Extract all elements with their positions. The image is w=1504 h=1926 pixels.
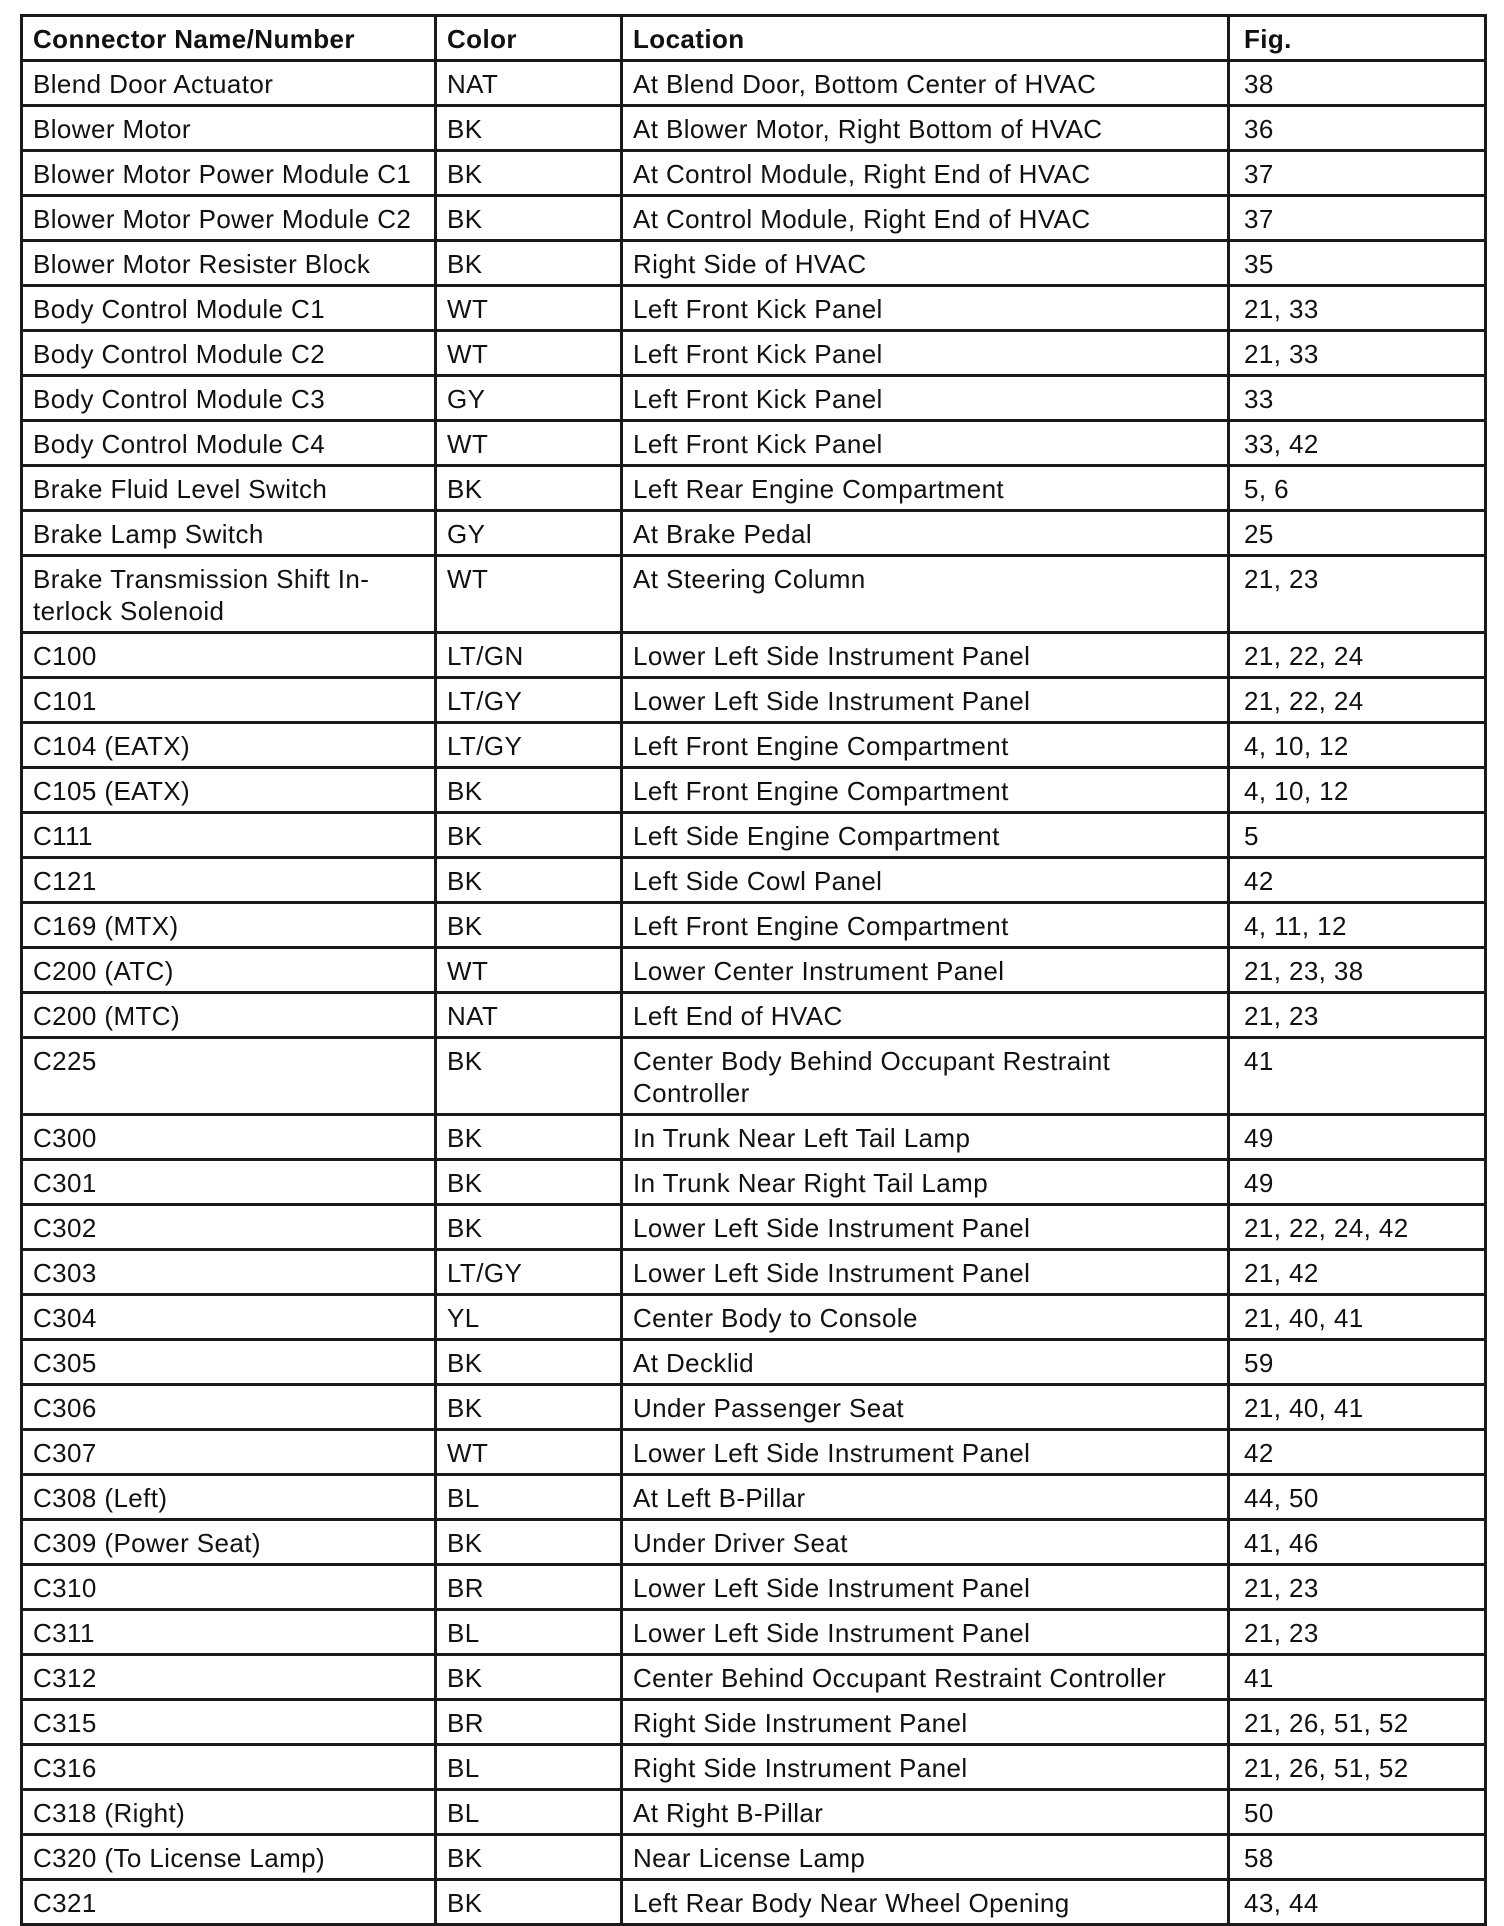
- cell-fig: 38: [1229, 61, 1486, 106]
- table-row: [22, 1475, 1486, 1520]
- table-row: [22, 1160, 1486, 1205]
- cell-color: GY: [436, 511, 622, 556]
- cell-location: Left Front Engine Compartment: [622, 903, 1229, 948]
- cell-color: BL: [436, 1610, 622, 1655]
- table-row: [22, 1115, 1486, 1160]
- table-row: [22, 1038, 1486, 1115]
- cell-fig: 25: [1229, 511, 1486, 556]
- cell-color: YL: [436, 1295, 622, 1340]
- cell-color: LT/GN: [436, 633, 622, 678]
- table-row: [22, 768, 1486, 813]
- cell-location: At Brake Pedal: [622, 511, 1229, 556]
- cell-fig: 21, 22, 24, 42: [1229, 1205, 1486, 1250]
- cell-location: At Blower Motor, Right Bottom of HVAC: [622, 106, 1229, 151]
- cell-location: At Right B-Pillar: [622, 1790, 1229, 1835]
- cell-connector-name: C200 (MTC): [22, 993, 436, 1038]
- cell-fig: 21, 23: [1229, 993, 1486, 1038]
- cell-location: Left Front Kick Panel: [622, 421, 1229, 466]
- cell-color: WT: [436, 948, 622, 993]
- cell-location: At Steering Column: [622, 556, 1229, 633]
- cell-color: BK: [436, 1655, 622, 1700]
- table-row: [22, 1430, 1486, 1475]
- table-row: [22, 678, 1486, 723]
- table-row: [22, 556, 1486, 633]
- cell-location: Near License Lamp: [622, 1835, 1229, 1880]
- cell-fig: 35: [1229, 241, 1486, 286]
- cell-connector-name: Blower Motor Power Module C2: [22, 196, 436, 241]
- cell-connector-name: C104 (EATX): [22, 723, 436, 768]
- cell-connector-name: C169 (MTX): [22, 903, 436, 948]
- cell-location: Left Front Kick Panel: [622, 286, 1229, 331]
- cell-location: Left Front Engine Compartment: [622, 768, 1229, 813]
- cell-location: Left Side Engine Compartment: [622, 813, 1229, 858]
- connector-table-sheet: [20, 14, 1484, 1926]
- cell-connector-name: Body Control Module C4: [22, 421, 436, 466]
- cell-color: BK: [436, 466, 622, 511]
- cell-fig: 21, 22, 24: [1229, 678, 1486, 723]
- cell-location: Right Side of HVAC: [622, 241, 1229, 286]
- cell-fig: 41, 46: [1229, 1520, 1486, 1565]
- cell-fig: 21, 26, 51, 52: [1229, 1700, 1486, 1745]
- table-row: [22, 813, 1486, 858]
- cell-connector-name: C303: [22, 1250, 436, 1295]
- header-fig: Fig.: [1229, 16, 1486, 61]
- table-row: [22, 511, 1486, 556]
- cell-connector-name: C312: [22, 1655, 436, 1700]
- cell-connector-name: C105 (EATX): [22, 768, 436, 813]
- cell-location: Left Rear Engine Compartment: [622, 466, 1229, 511]
- cell-fig: 4, 10, 12: [1229, 768, 1486, 813]
- cell-location: Center Behind Occupant Restraint Controller: [622, 1655, 1229, 1700]
- cell-fig: 4, 10, 12: [1229, 723, 1486, 768]
- cell-fig: 21, 33: [1229, 286, 1486, 331]
- cell-color: BR: [436, 1700, 622, 1745]
- cell-connector-name: C320 (To License Lamp): [22, 1835, 436, 1880]
- cell-fig: 21, 23: [1229, 1565, 1486, 1610]
- cell-color: BK: [436, 196, 622, 241]
- cell-location: Lower Center Instrument Panel: [622, 948, 1229, 993]
- cell-connector-name: C121: [22, 858, 436, 903]
- cell-connector-name: C318 (Right): [22, 1790, 436, 1835]
- cell-color: BL: [436, 1745, 622, 1790]
- cell-color: BK: [436, 1835, 622, 1880]
- table-row: [22, 1880, 1486, 1925]
- cell-connector-name: Blend Door Actuator: [22, 61, 436, 106]
- cell-location: At Control Module, Right End of HVAC: [622, 196, 1229, 241]
- header-connector-name: Connector Name/Number: [22, 16, 436, 61]
- table-row: [22, 633, 1486, 678]
- cell-connector-name: Brake Fluid Level Switch: [22, 466, 436, 511]
- cell-connector-name: C225: [22, 1038, 436, 1115]
- table-row: [22, 1205, 1486, 1250]
- cell-location: At Decklid: [622, 1340, 1229, 1385]
- cell-fig: 50: [1229, 1790, 1486, 1835]
- table-row: [22, 1250, 1486, 1295]
- cell-location: In Trunk Near Right Tail Lamp: [622, 1160, 1229, 1205]
- table-row: [22, 1700, 1486, 1745]
- cell-connector-name: Body Control Module C1: [22, 286, 436, 331]
- cell-color: WT: [436, 421, 622, 466]
- cell-location: Right Side Instrument Panel: [622, 1745, 1229, 1790]
- table-row: [22, 1610, 1486, 1655]
- cell-location: At Left B-Pillar: [622, 1475, 1229, 1520]
- cell-fig: 21, 22, 24: [1229, 633, 1486, 678]
- cell-fig: 21, 40, 41: [1229, 1385, 1486, 1430]
- cell-fig: 41: [1229, 1038, 1486, 1115]
- cell-color: BK: [436, 903, 622, 948]
- cell-connector-name: C111: [22, 813, 436, 858]
- cell-fig: 5: [1229, 813, 1486, 858]
- cell-fig: 42: [1229, 1430, 1486, 1475]
- cell-connector-name: C101: [22, 678, 436, 723]
- cell-location: Left Side Cowl Panel: [622, 858, 1229, 903]
- cell-fig: 49: [1229, 1160, 1486, 1205]
- header-location: Location: [622, 16, 1229, 61]
- cell-connector-name: C305: [22, 1340, 436, 1385]
- cell-color: BK: [436, 1205, 622, 1250]
- cell-location: Center Body Behind Occupant Restraint Controller: [622, 1038, 1229, 1115]
- cell-connector-name: C301: [22, 1160, 436, 1205]
- cell-fig: 37: [1229, 196, 1486, 241]
- cell-location: Center Body to Console: [622, 1295, 1229, 1340]
- table-row: [22, 993, 1486, 1038]
- cell-color: BK: [436, 241, 622, 286]
- cell-location: Under Driver Seat: [622, 1520, 1229, 1565]
- cell-location: Left Rear Body Near Wheel Opening: [622, 1880, 1229, 1925]
- table-row: [22, 421, 1486, 466]
- cell-color: LT/GY: [436, 1250, 622, 1295]
- table-row: [22, 1520, 1486, 1565]
- cell-color: BK: [436, 813, 622, 858]
- cell-location: Lower Left Side Instrument Panel: [622, 1565, 1229, 1610]
- table-row: [22, 1835, 1486, 1880]
- cell-fig: 49: [1229, 1115, 1486, 1160]
- table-row: [22, 376, 1486, 421]
- table-row: [22, 1745, 1486, 1790]
- header-color: Color: [436, 16, 622, 61]
- cell-connector-name: Brake Transmission Shift In-terlock Solenoid: [22, 556, 436, 633]
- table-row: [22, 466, 1486, 511]
- cell-connector-name: C300: [22, 1115, 436, 1160]
- cell-color: BK: [436, 858, 622, 903]
- table-row: [22, 948, 1486, 993]
- table-row: [22, 151, 1486, 196]
- cell-location: Under Passenger Seat: [622, 1385, 1229, 1430]
- cell-location: At Blend Door, Bottom Center of HVAC: [622, 61, 1229, 106]
- cell-location: Left End of HVAC: [622, 993, 1229, 1038]
- cell-fig: 42: [1229, 858, 1486, 903]
- cell-fig: 36: [1229, 106, 1486, 151]
- cell-connector-name: Body Control Module C3: [22, 376, 436, 421]
- connector-table: [20, 14, 1487, 1926]
- cell-color: NAT: [436, 61, 622, 106]
- cell-fig: 33: [1229, 376, 1486, 421]
- cell-connector-name: C315: [22, 1700, 436, 1745]
- cell-fig: 58: [1229, 1835, 1486, 1880]
- cell-fig: 43, 44: [1229, 1880, 1486, 1925]
- table-row: [22, 196, 1486, 241]
- cell-connector-name: C316: [22, 1745, 436, 1790]
- table-row: [22, 903, 1486, 948]
- cell-connector-name: C302: [22, 1205, 436, 1250]
- table-row: [22, 61, 1486, 106]
- cell-color: LT/GY: [436, 723, 622, 768]
- cell-connector-name: C311: [22, 1610, 436, 1655]
- cell-color: BK: [436, 151, 622, 196]
- cell-color: BR: [436, 1565, 622, 1610]
- table-row: [22, 286, 1486, 331]
- cell-fig: 41: [1229, 1655, 1486, 1700]
- cell-fig: 59: [1229, 1340, 1486, 1385]
- cell-connector-name: C307: [22, 1430, 436, 1475]
- cell-connector-name: Body Control Module C2: [22, 331, 436, 376]
- cell-color: WT: [436, 556, 622, 633]
- cell-connector-name: C309 (Power Seat): [22, 1520, 436, 1565]
- cell-location: In Trunk Near Left Tail Lamp: [622, 1115, 1229, 1160]
- cell-connector-name: Brake Lamp Switch: [22, 511, 436, 556]
- cell-fig: 21, 23: [1229, 1610, 1486, 1655]
- table-row: [22, 1385, 1486, 1430]
- cell-location: Lower Left Side Instrument Panel: [622, 1610, 1229, 1655]
- cell-color: WT: [436, 286, 622, 331]
- cell-fig: 33, 42: [1229, 421, 1486, 466]
- cell-location: At Control Module, Right End of HVAC: [622, 151, 1229, 196]
- cell-color: BK: [436, 1520, 622, 1565]
- cell-fig: 21, 33: [1229, 331, 1486, 376]
- cell-color: BL: [436, 1475, 622, 1520]
- cell-location: Lower Left Side Instrument Panel: [622, 1430, 1229, 1475]
- table-row: [22, 241, 1486, 286]
- cell-color: BL: [436, 1790, 622, 1835]
- cell-color: WT: [436, 331, 622, 376]
- table-row: [22, 1790, 1486, 1835]
- table-row: [22, 1655, 1486, 1700]
- table-row: [22, 106, 1486, 151]
- cell-connector-name: C310: [22, 1565, 436, 1610]
- cell-fig: 21, 23, 38: [1229, 948, 1486, 993]
- cell-fig: 4, 11, 12: [1229, 903, 1486, 948]
- table-row: [22, 858, 1486, 903]
- cell-location: Lower Left Side Instrument Panel: [622, 1205, 1229, 1250]
- cell-fig: 21, 42: [1229, 1250, 1486, 1295]
- cell-fig: 44, 50: [1229, 1475, 1486, 1520]
- cell-location: Right Side Instrument Panel: [622, 1700, 1229, 1745]
- cell-connector-name: Blower Motor: [22, 106, 436, 151]
- cell-color: WT: [436, 1430, 622, 1475]
- cell-color: BK: [436, 1115, 622, 1160]
- cell-fig: 21, 40, 41: [1229, 1295, 1486, 1340]
- cell-location: Left Front Kick Panel: [622, 376, 1229, 421]
- table-row: [22, 1340, 1486, 1385]
- cell-color: NAT: [436, 993, 622, 1038]
- cell-connector-name: C304: [22, 1295, 436, 1340]
- cell-color: BK: [436, 1038, 622, 1115]
- cell-color: BK: [436, 768, 622, 813]
- cell-fig: 37: [1229, 151, 1486, 196]
- table-header-row: [22, 16, 1486, 61]
- cell-connector-name: C306: [22, 1385, 436, 1430]
- cell-connector-name: C308 (Left): [22, 1475, 436, 1520]
- cell-connector-name: Blower Motor Power Module C1: [22, 151, 436, 196]
- cell-color: GY: [436, 376, 622, 421]
- cell-color: LT/GY: [436, 678, 622, 723]
- cell-color: BK: [436, 1340, 622, 1385]
- cell-location: Lower Left Side Instrument Panel: [622, 633, 1229, 678]
- table-row: [22, 1295, 1486, 1340]
- cell-fig: 21, 23: [1229, 556, 1486, 633]
- cell-connector-name: C321: [22, 1880, 436, 1925]
- cell-location: Left Front Kick Panel: [622, 331, 1229, 376]
- cell-fig: 21, 26, 51, 52: [1229, 1745, 1486, 1790]
- cell-color: BK: [436, 1160, 622, 1205]
- table-body: [22, 61, 1486, 1925]
- cell-location: Lower Left Side Instrument Panel: [622, 678, 1229, 723]
- cell-location: Left Front Engine Compartment: [622, 723, 1229, 768]
- cell-color: BK: [436, 106, 622, 151]
- table-row: [22, 723, 1486, 768]
- cell-fig: 5, 6: [1229, 466, 1486, 511]
- table-row: [22, 1565, 1486, 1610]
- cell-connector-name: C100: [22, 633, 436, 678]
- cell-color: BK: [436, 1880, 622, 1925]
- cell-location: Lower Left Side Instrument Panel: [622, 1250, 1229, 1295]
- cell-connector-name: C200 (ATC): [22, 948, 436, 993]
- table-row: [22, 331, 1486, 376]
- cell-color: BK: [436, 1385, 622, 1430]
- cell-connector-name: Blower Motor Resister Block: [22, 241, 436, 286]
